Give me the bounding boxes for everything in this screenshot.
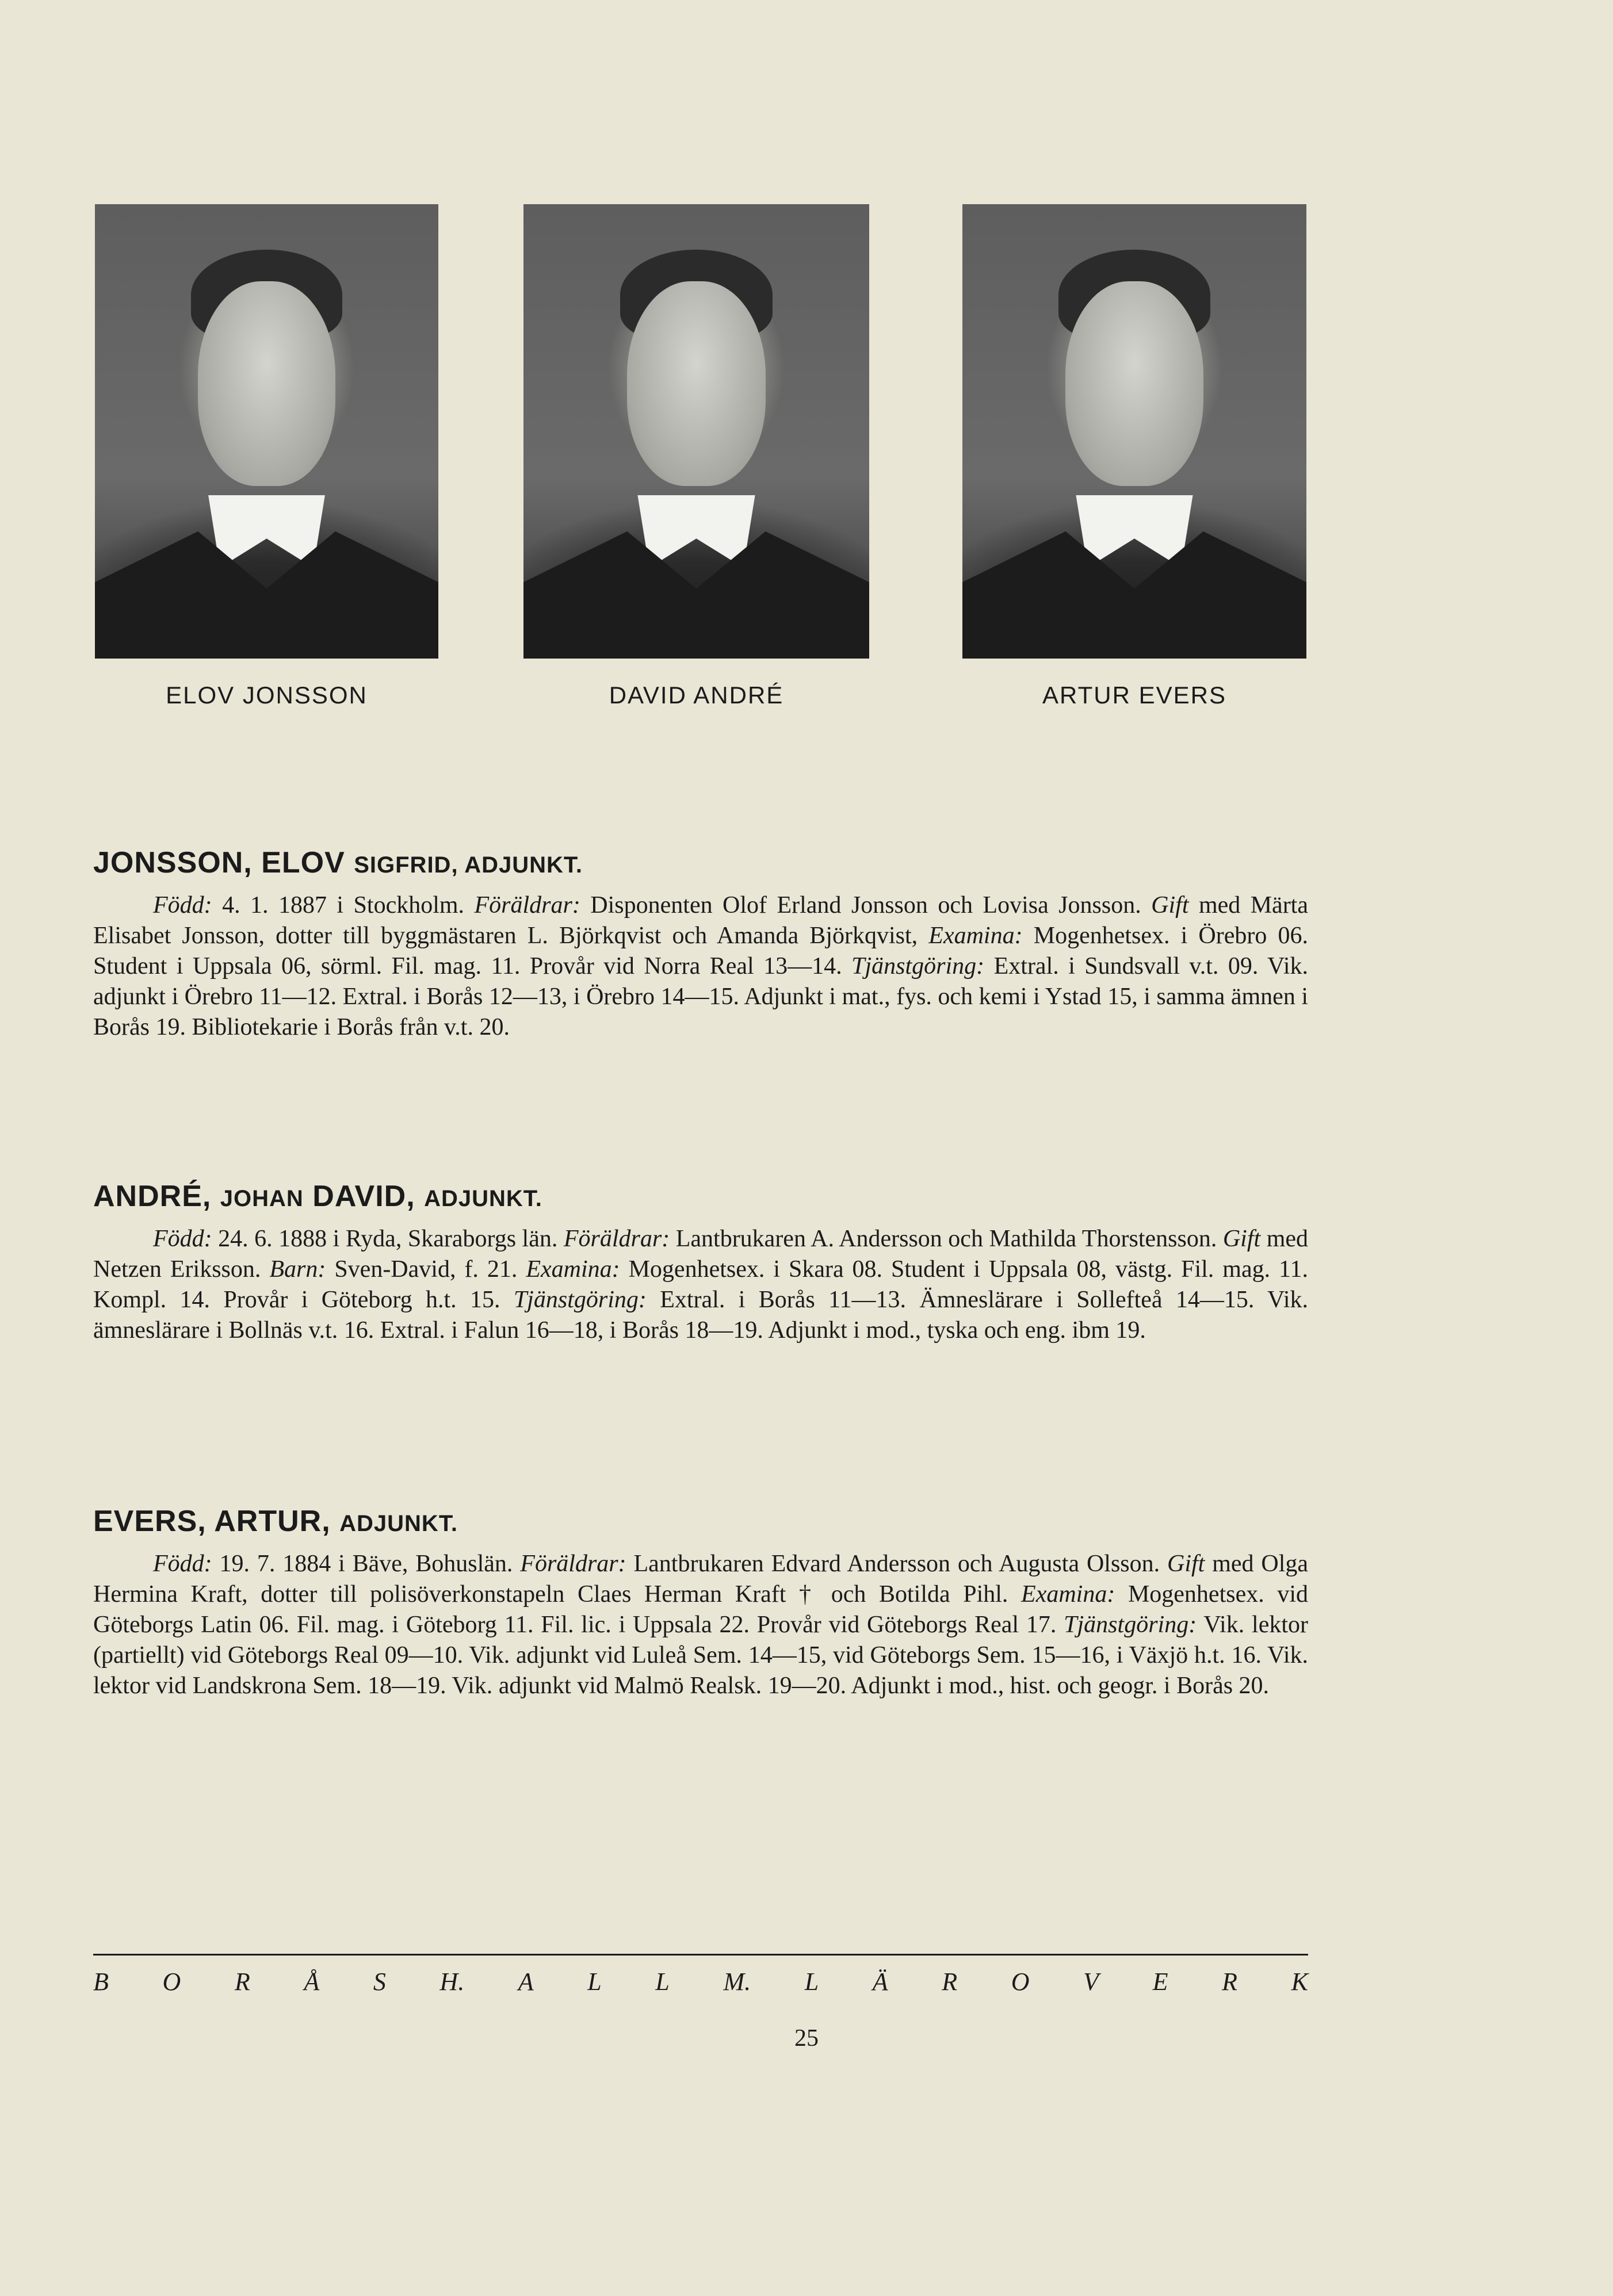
footer-letter: O: [1011, 1968, 1030, 1996]
entry-text: med Olga Hermina Kraft, dotter till polisöverkonstapeln Claes Herman Kraft † och Botilda Pihl.: [93, 1551, 1309, 1608]
entry-name: JONSSON, ELOV: [93, 846, 345, 879]
footer-letter: E: [1152, 1968, 1168, 1996]
footer-letter: L: [587, 1968, 602, 1996]
entry-field-label: Gift: [1151, 892, 1189, 919]
entry-field-label: Föräldrar:: [474, 892, 580, 919]
entry-body: [93, 1549, 1308, 1701]
footer-letter: R: [234, 1968, 250, 1996]
entry-field-label: Född:: [153, 892, 212, 919]
footer-letter: A: [518, 1968, 534, 1996]
entry-field-label: Föräldrar:: [520, 1551, 626, 1577]
entry-field-label: Tjänstgöring:: [1064, 1612, 1197, 1638]
entry-name-rest: ADJUNKT.: [424, 1186, 542, 1211]
entry-field-label: Gift: [1222, 1226, 1261, 1252]
entry-text: Extral. i Borås 11—13. Ämneslärare i Sollefteå 14—15. Vik. ämneslärare i Bollnäs v.t. 16. Extral. i Falun 16—18, i Borås 18—19. Adjunkt i mod., tyska och eng. ibm 19.: [93, 1287, 1308, 1344]
footer-letter: K: [1291, 1968, 1308, 1996]
footer-letter: M.: [723, 1968, 751, 1996]
footer-letter: Ä: [872, 1968, 888, 1996]
entry-name: EVERS, ARTUR,: [93, 1505, 331, 1538]
portrait-coat: [523, 531, 869, 659]
footer-letter: L: [655, 1968, 670, 1996]
footer-letter: H.: [439, 1968, 465, 1996]
portrait-photo-elov-jonsson: [95, 204, 438, 659]
entry-name: ANDRÉ,: [93, 1180, 212, 1213]
entry-field-label: Examina:: [928, 923, 1023, 949]
portrait-photo-david-andre: [523, 204, 869, 659]
entry-field-label: Gift: [1167, 1551, 1205, 1577]
entry-field-label: Född:: [153, 1551, 212, 1577]
portrait-coat: [962, 531, 1306, 659]
biography-entry: [93, 845, 1308, 1043]
footer-letter: B: [93, 1968, 109, 1996]
entry-body: [93, 890, 1308, 1043]
photo-caption: ARTUR EVERS: [1042, 682, 1226, 709]
photo-caption: ELOV JONSSON: [166, 682, 368, 709]
entry-text: 24. 6. 1888 i Ryda, Skaraborgs län.: [212, 1226, 564, 1252]
entry-text: 19. 7. 1884 i Bäve, Bohuslän.: [212, 1551, 521, 1577]
footer-letter: R: [1222, 1968, 1237, 1996]
entry-heading: [93, 845, 1308, 880]
entry-body: [93, 1224, 1308, 1346]
entry-text: Mogenhetsex. vid Göteborgs Latin 06. Fil. mag. i Göteborg 11. Fil. lic. i Uppsala 22. Provår vid Göteborgs Real 17.: [93, 1581, 1309, 1638]
footer-letter: R: [942, 1968, 958, 1996]
running-footer: [93, 1967, 1308, 1996]
entry-field-label: Examina:: [526, 1256, 620, 1283]
entry-text: Vik. lektor (partiellt) vid Göteborgs Real 09—10. Vik. adjunkt vid Luleå Sem. 14—15, vid Göteborgs Sem. 15—16, i Växjö h.t. 16. Vik. lektor vid Landskrona Sem. 18—19. Vik. adjunkt vid Malmö Realsk. 19—20. Adjunkt i mod., hist. och geogr. i Borås 20.: [93, 1612, 1309, 1699]
portrait-face: [627, 281, 765, 486]
entry-text: Lantbrukaren Edvard Andersson och Augusta Olsson.: [626, 1551, 1167, 1577]
entry-name-rest: ADJUNKT.: [339, 1511, 458, 1536]
entry-text: Sven-David, f. 21.: [326, 1256, 526, 1283]
footer-letter: O: [162, 1968, 181, 1996]
entry-field-label: Född:: [153, 1226, 212, 1252]
entry-text: Extral. i Sundsvall v.t. 09. Vik. adjunkt i Örebro 11—12. Extral. i Borås 12—13, i Örebro 14—15. Adjunkt i mat., fys. och kemi i Ystad 15, i samma ämnen i Borås 19. Bibliotekarie i Borås från v.t. 20.: [93, 953, 1308, 1040]
photo-caption: DAVID ANDRÉ: [609, 682, 784, 709]
entry-name-first: JOHAN: [220, 1186, 304, 1211]
footer-letter: S: [373, 1968, 386, 1996]
entry-text: Mogenhetsex. i Örebro 06. Student i Uppsala 06, sörml. Fil. mag. 11. Provår vid Norra Real 13—14.: [93, 923, 1308, 979]
entry-text: Mogenhetsex. i Skara 08. Student i Uppsala 08, västg. Fil. mag. 11. Kompl. 14. Provår i Göteborg h.t. 15.: [93, 1256, 1308, 1313]
footer-rule: [93, 1954, 1308, 1956]
entry-field-label: Examina:: [1021, 1581, 1115, 1608]
footer-letter: L: [804, 1968, 819, 1996]
entry-text: Disponenten Olof Erland Jonsson och Lovisa Jonsson.: [580, 892, 1152, 919]
entry-field-label: Barn:: [269, 1256, 326, 1283]
biography-entry: [93, 1179, 1308, 1346]
portrait-coat: [95, 531, 438, 659]
page-number: 25: [794, 2025, 819, 2052]
entry-text: med Netzen Eriksson.: [93, 1226, 1309, 1283]
entry-heading: [93, 1504, 1308, 1539]
biography-entry: [93, 1504, 1308, 1701]
entry-text: 4. 1. 1887 i Stockholm.: [212, 892, 475, 919]
portrait-photo-artur-evers: [962, 204, 1306, 659]
entry-name-middle: DAVID,: [312, 1180, 415, 1213]
footer-letter: V: [1083, 1968, 1099, 1996]
portrait-face: [1065, 281, 1203, 486]
footer-letter: Å: [304, 1968, 320, 1996]
entry-field-label: Tjänstgöring:: [851, 953, 985, 979]
entry-text: med Märta Elisabet Jonsson, dotter till byggmästaren L. Björkqvist och Amanda Björkqvist,: [93, 892, 1308, 949]
entry-field-label: Föräldrar:: [563, 1226, 670, 1252]
entry-name-rest: SIGFRID, ADJUNKT.: [354, 852, 583, 878]
entry-field-label: Tjänstgöring:: [513, 1287, 647, 1313]
portrait-face: [198, 281, 335, 486]
entry-heading: [93, 1179, 1308, 1214]
entry-text: Lantbrukaren A. Andersson och Mathilda Thorstensson.: [670, 1226, 1223, 1252]
